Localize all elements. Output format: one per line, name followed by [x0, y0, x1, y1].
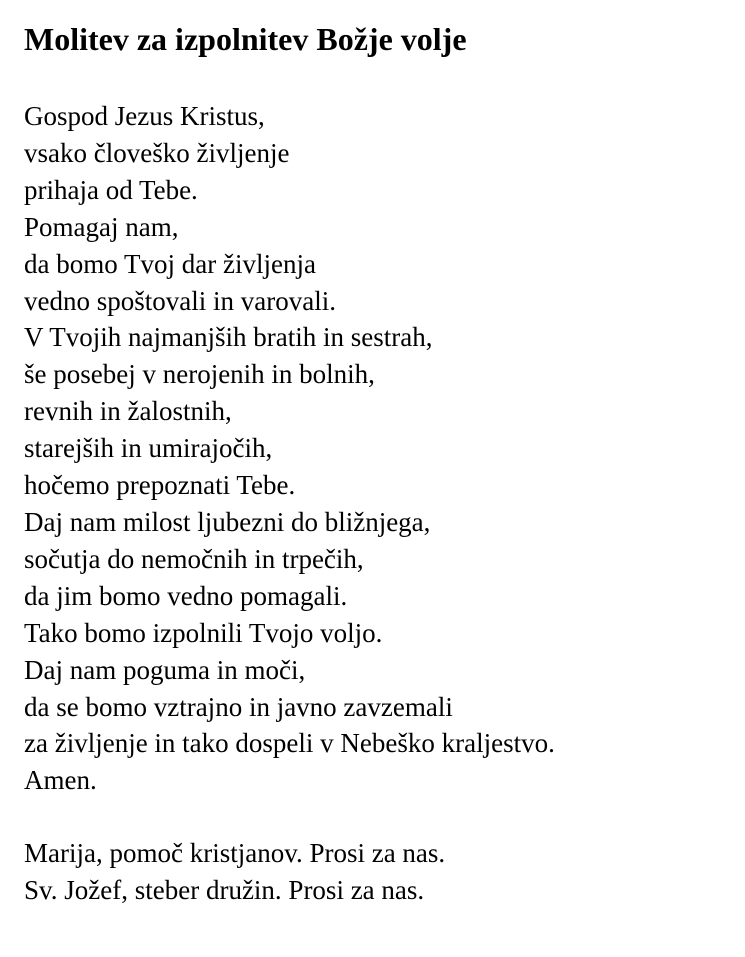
prayer-line: da se bomo vztrajno in javno zavzemali — [24, 691, 453, 722]
invocations — [24, 835, 445, 909]
prayer-line: še posebej v nerojenih in bolnih, — [24, 359, 375, 390]
invocation-mary: Marija, pomoč kristjanov. Prosi za nas. — [24, 838, 446, 868]
page-title: Molitev za izpolnitev Božje volje — [24, 21, 467, 57]
prayer-line: hočemo prepoznati Tebe. — [24, 470, 296, 501]
prayer-line: vsako človeško življenje — [24, 137, 290, 168]
prayer-line: Daj nam milost ljubezni do bližnjega, — [24, 506, 431, 537]
prayer-line: revnih in žalostnih, — [24, 396, 232, 427]
prayer-line: starejših in umirajočih, — [24, 433, 273, 464]
prayer-line: da jim bomo vedno pomagali. — [24, 580, 348, 611]
prayer-line: Tako bomo izpolnili Tvojo voljo. — [24, 617, 383, 648]
prayer-line: Pomagaj nam, — [24, 211, 179, 242]
prayer-line: sočutja do nemočnih in trpečih, — [24, 543, 364, 574]
prayer-line: da bomo Tvoj dar življenja — [24, 248, 316, 279]
prayer-line: Daj nam poguma in moči, — [24, 654, 306, 685]
prayer-line: vedno spoštovali in varovali. — [24, 285, 336, 316]
prayer-line: prihaja od Tebe. — [24, 174, 198, 205]
prayer-line: Gospod Jezus Kristus, — [24, 101, 265, 131]
prayer-line-amen: Amen. — [24, 765, 97, 796]
invocation-joseph: Sv. Jožef, steber družin. Prosi za nas. — [24, 874, 425, 905]
prayer-line: za življenje in tako dospeli v Nebeško kraljestvo. — [24, 728, 555, 759]
prayer-line: V Tvojih najmanjših bratih in sestrah, — [24, 322, 433, 353]
prayer-text — [24, 98, 555, 799]
